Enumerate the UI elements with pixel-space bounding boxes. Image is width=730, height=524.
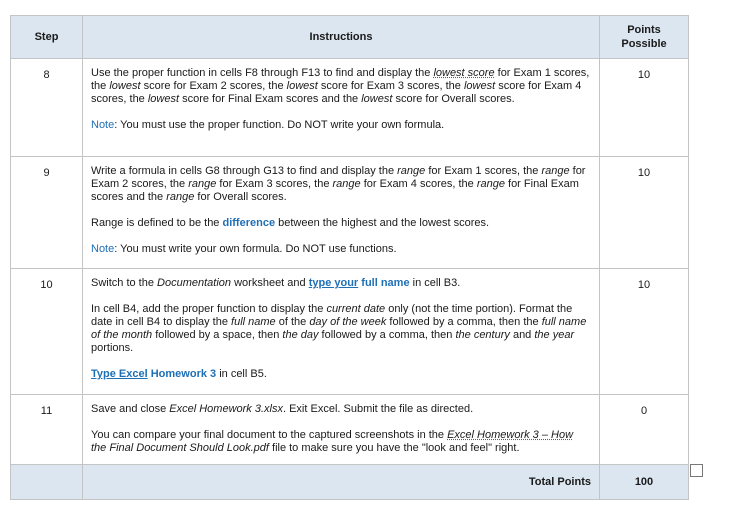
instruction-paragraph: Range is defined to be the difference between the highest and the lowest scores. — [91, 217, 490, 229]
instruction-paragraph: Save and close Excel Homework 3.xlsx. Exit Excel. Submit the file as directed. — [91, 403, 474, 415]
row-checkbox[interactable] — [690, 464, 703, 477]
table-row — [11, 269, 689, 395]
instruction-paragraph: Switch to the Documentation worksheet and type your full name in cell B3. — [91, 277, 461, 289]
note-label: Note — [91, 243, 115, 255]
header-points-possible — [600, 16, 689, 59]
header-points-line1: Points — [627, 24, 661, 36]
instruction-paragraph: Write a formula in cells G8 through G13 to find and display the range for Exam 1 scores, the range for Exam 2 scores, the range for Exam 3 scores, the range for Exam 4 scores, the range for Final Exam scores and the range for Overall scores. — [91, 165, 586, 203]
points-value: 10 — [600, 157, 689, 269]
instruction-paragraph: Type Excel Homework 3 in cell B5. — [91, 368, 267, 380]
step-number: 11 — [11, 395, 83, 465]
instruction-paragraph: You can compare your final document to the captured screenshots in the Excel Homework 3 – How the Final Document Should Look.pdf file to make sure you have the "look and feel" right. — [91, 429, 574, 454]
total-value: 100 — [600, 465, 689, 500]
header-step: Step — [11, 16, 83, 59]
note-paragraph: Note: You must use the proper function. Do NOT write your own formula. — [91, 119, 445, 131]
points-value: 0 — [600, 395, 689, 465]
step-number: 10 — [11, 269, 83, 395]
total-row — [11, 465, 689, 500]
step-instructions — [83, 395, 600, 465]
step-instructions — [83, 269, 600, 395]
instruction-paragraph: In cell B4, add the proper function to display the current date only (not the time portion). Format the date in cell B4 to display the full name of the day of the week followed by a comma, then the full name of the month followed by a space, then the day followed by a comma, then the century and the year portions. — [91, 303, 587, 354]
note-label: Note — [91, 119, 115, 131]
step-instructions — [83, 59, 600, 157]
instruction-paragraph: Use the proper function in cells F8 through F13 to find and display the lowest score for Exam 1 scores, the lowest score for Exam 2 scores, the lowest score for Exam 3 scores, the lowest score for Exam 4 scores, the lowest score for Final Exam scores and the lowest score for Overall scores. — [91, 67, 590, 105]
points-value: 10 — [600, 269, 689, 395]
header-instructions: Instructions — [83, 16, 600, 59]
instructions-table — [10, 15, 689, 500]
step-number: 9 — [11, 157, 83, 269]
note-paragraph: Note: You must write your own formula. Do NOT use functions. — [91, 243, 397, 255]
table-header-row — [11, 16, 689, 59]
total-empty-cell — [11, 465, 83, 500]
table-row — [11, 395, 689, 465]
header-points-line2: Possible — [621, 38, 667, 50]
step-instructions — [83, 157, 600, 269]
table-row — [11, 59, 689, 157]
points-value: 10 — [600, 59, 689, 157]
total-label: Total Points — [83, 465, 600, 500]
table-row — [11, 157, 689, 269]
step-number: 8 — [11, 59, 83, 157]
